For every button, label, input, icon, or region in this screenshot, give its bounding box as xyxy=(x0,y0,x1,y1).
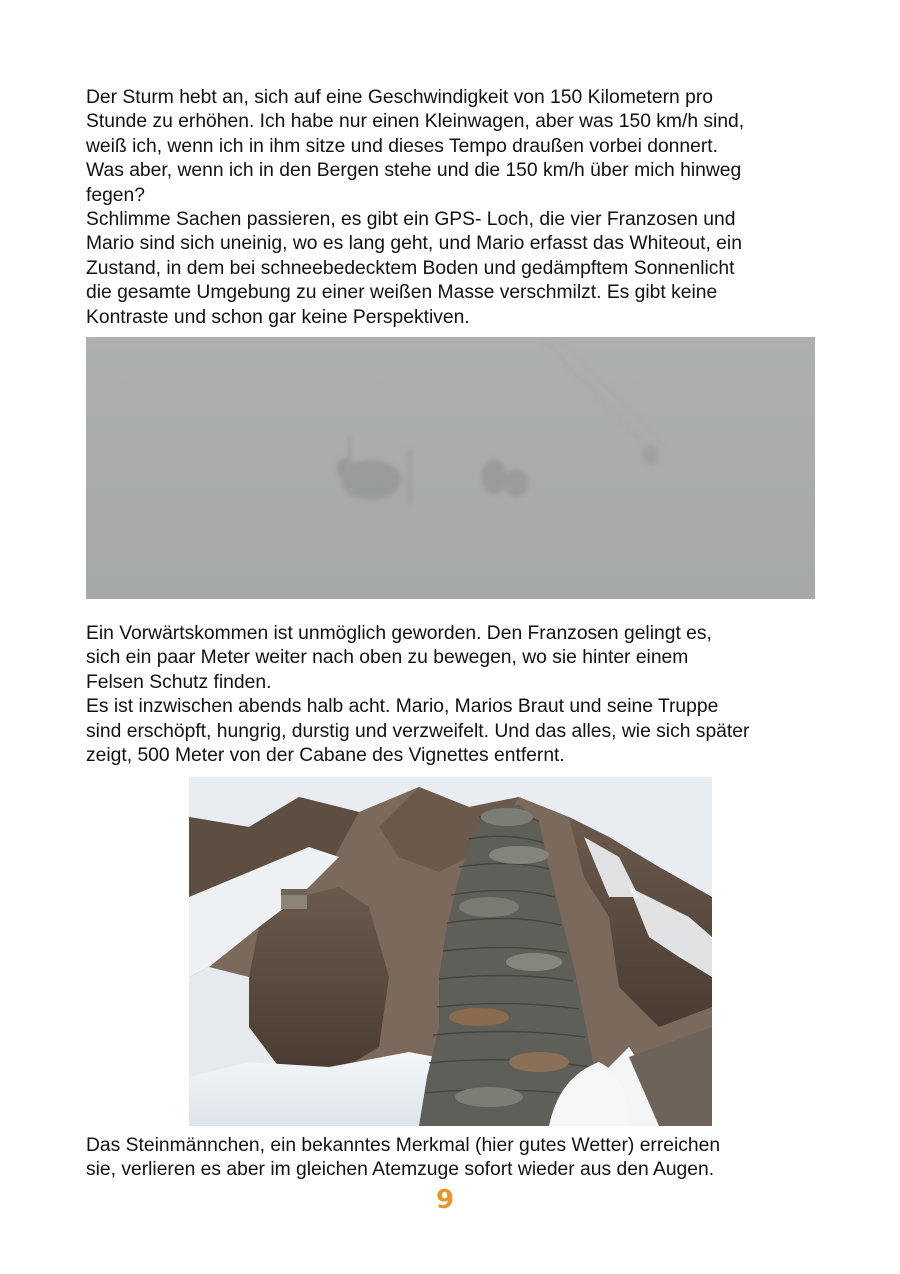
text-line: Schlimme Sachen passieren, es gibt ein GPS- Loch, die vier Franzosen und xyxy=(86,209,736,231)
cairn-scene xyxy=(189,777,712,1126)
text-line: sie, verlieren es aber im gleichen Atemzuge sofort wieder aus den Augen. xyxy=(86,1159,715,1181)
text-line: Felsen Schutz finden. xyxy=(86,671,272,693)
text-line: weiß ich, wenn ich in ihm sitze und dieses Tempo draußen vorbei donnert. xyxy=(86,135,718,157)
text-line: die gesamte Umgebung zu einer weißen Masse verschmilzt. Es gibt keine xyxy=(86,282,718,304)
text-line: Es ist inzwischen abends halb acht. Mario, Marios Braut und seine Truppe xyxy=(86,696,719,718)
cairn-photo xyxy=(189,777,712,1126)
text-line: zeigt, 500 Meter von der Cabane des Vignettes entfernt. xyxy=(86,745,565,767)
text-line: Stunde zu erhöhen. Ich habe nur einen Kleinwagen, aber was 150 km/h sind, xyxy=(86,111,745,133)
text-line: Was aber, wenn ich in den Bergen stehe und die 150 km/h über mich hinweg xyxy=(86,160,742,182)
text-line: Kontraste und schon gar keine Perspektiven. xyxy=(86,306,470,328)
text-line: Mario sind sich uneinig, wo es lang geht, und Mario erfasst das Whiteout, ein xyxy=(86,233,742,255)
paragraph-storm xyxy=(86,86,826,330)
text-line: sich ein paar Meter weiter nach oben zu bewegen, wo sie hinter einem xyxy=(86,647,689,669)
text-line: Zustand, in dem bei schneebedecktem Boden und gedämpftem Sonnenlicht xyxy=(86,257,735,279)
photo-caption xyxy=(86,1134,826,1183)
text-line: sind erschöpft, hungrig, durstig und verzweifelt. Und das alles, wie sich später xyxy=(86,720,750,742)
text-line: Der Sturm hebt an, sich auf eine Geschwindigkeit von 150 Kilometern pro xyxy=(86,87,713,108)
page-number: 9 xyxy=(435,1185,455,1215)
text-line: fegen? xyxy=(86,184,145,206)
text-line: Das Steinmännchen, ein bekanntes Merkmal (hier gutes Wetter) erreichen xyxy=(86,1135,721,1156)
paragraph-progress xyxy=(86,622,826,768)
whiteout-scene xyxy=(86,337,815,599)
whiteout-photo xyxy=(86,337,815,599)
text-line: Ein Vorwärtskommen ist unmöglich geworden. Den Franzosen gelingt es, xyxy=(86,623,712,644)
